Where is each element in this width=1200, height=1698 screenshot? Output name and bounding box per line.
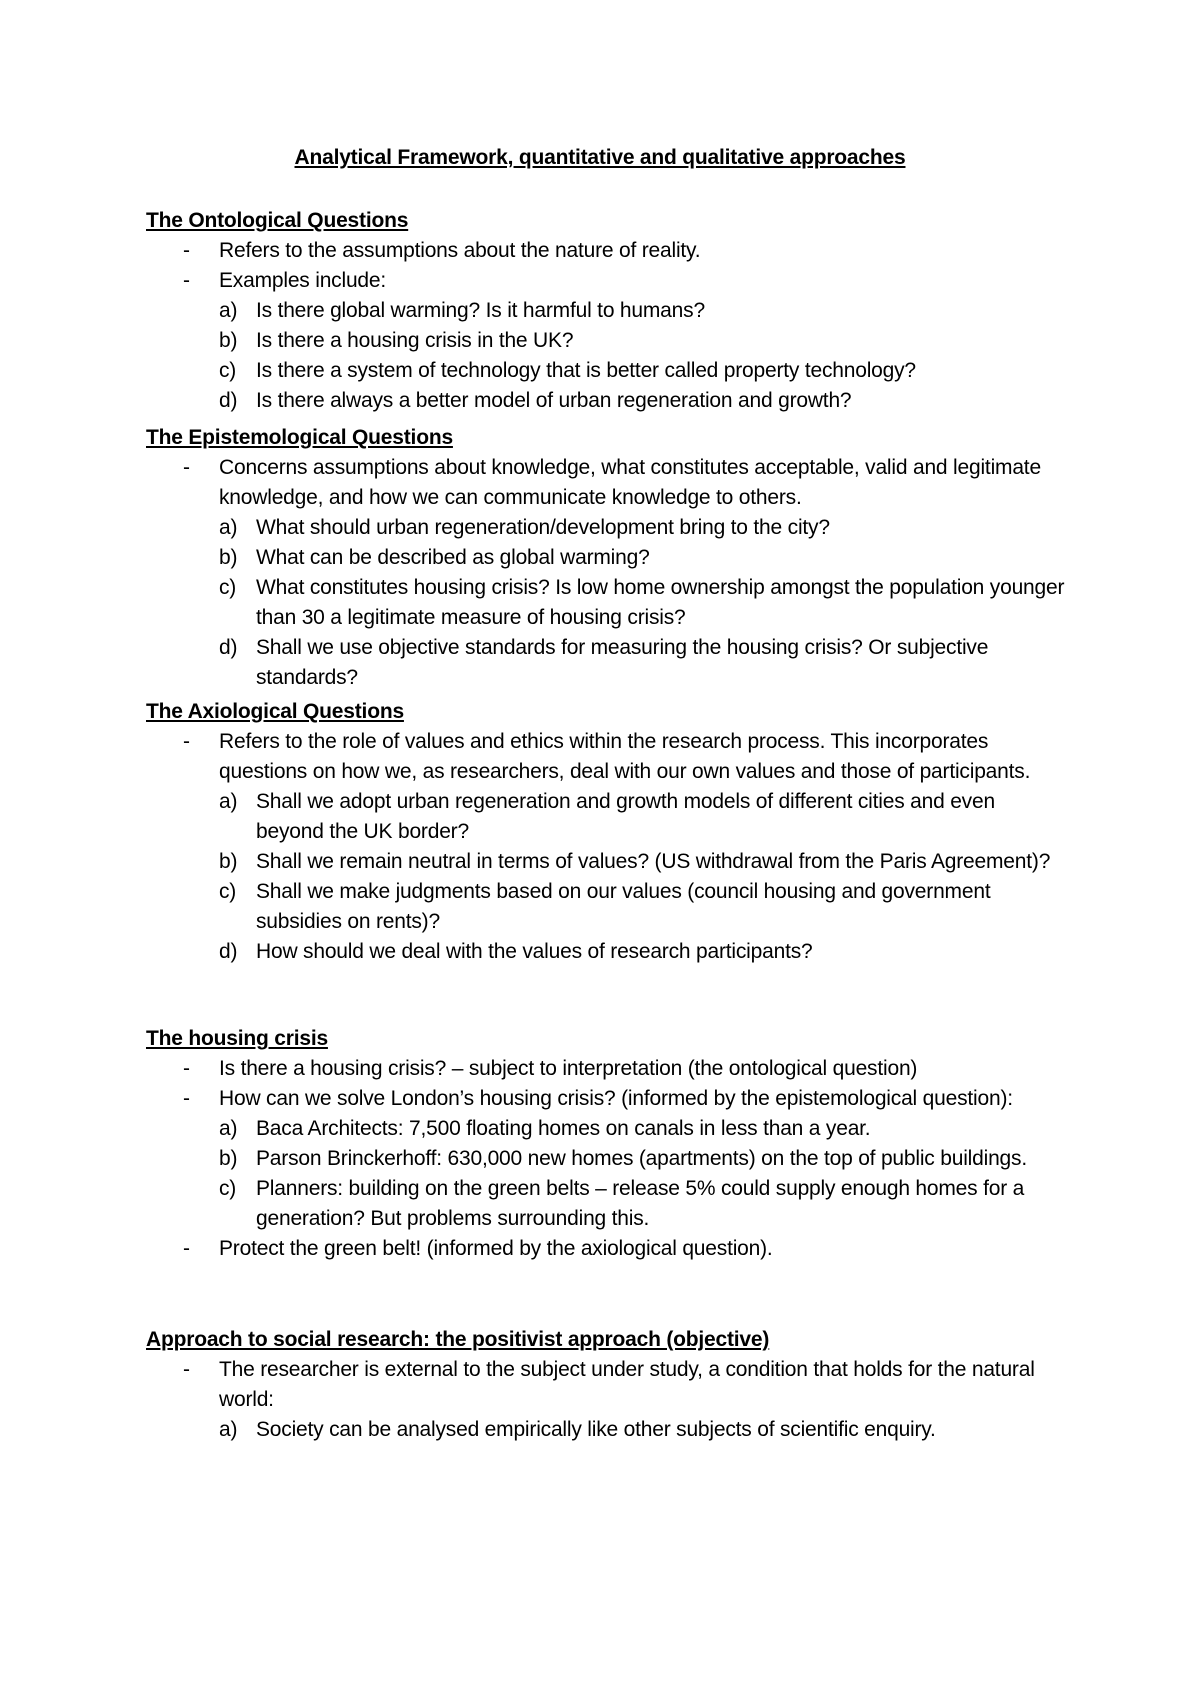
section-housing-crisis	[146, 1024, 1066, 1264]
list-text: Parson Brinckerhoff: 630,000 new homes (apartments) on the top of public buildings.	[256, 1147, 1027, 1170]
list-item	[146, 937, 1066, 967]
list-item	[146, 356, 1066, 386]
list-text: Baca Architects: 7,500 floating homes on canals in less than a year.	[256, 1117, 871, 1140]
list-text: Examples include:	[219, 269, 387, 292]
list-marker: c)	[219, 880, 237, 903]
list-text: What can be described as global warming?	[256, 546, 650, 569]
list-marker: a)	[219, 516, 238, 539]
bullet-point	[146, 266, 1066, 296]
list-item	[146, 1144, 1066, 1174]
list-text: How can we solve London’s housing crisis? (informed by the epistemological question):	[219, 1087, 1013, 1110]
list-item	[146, 1114, 1066, 1144]
list-text: Society can be analysed empirically like other subjects of scientific enquiry.	[256, 1418, 936, 1441]
list-text: Shall we make judgments based on our values (council housing and government subsidies on rents)?	[256, 880, 991, 933]
list-item	[146, 326, 1066, 356]
bullet-dash: -	[183, 269, 190, 292]
list-text: Is there a housing crisis in the UK?	[256, 329, 574, 352]
section-epistemological	[146, 423, 1066, 693]
list-item	[146, 787, 1066, 847]
list-text: Is there always a better model of urban regeneration and growth?	[256, 389, 852, 412]
document-title: Analytical Framework, quantitative and qualitative approaches	[294, 146, 906, 169]
list-text: What constitutes housing crisis? Is low home ownership amongst the population younger than 30 a legitimate measure of housing crisis?	[256, 576, 1065, 629]
list-item	[146, 573, 1066, 633]
section-positivist-approach	[146, 1325, 1066, 1445]
list-marker: b)	[219, 1147, 238, 1170]
list-text: Shall we remain neutral in terms of values? (US withdrawal from the Paris Agreement)?	[256, 850, 1051, 873]
list-marker: b)	[219, 546, 238, 569]
bullet-point	[146, 453, 1066, 513]
list-marker: d)	[219, 389, 238, 412]
list-marker: b)	[219, 850, 238, 873]
list-item	[146, 877, 1066, 937]
list-item	[146, 543, 1066, 573]
bullet-point	[146, 236, 1066, 266]
bullet-point	[146, 727, 1066, 787]
list-marker: a)	[219, 1117, 238, 1140]
bullet-point	[146, 1234, 1066, 1264]
list-item	[146, 513, 1066, 543]
bullet-dash: -	[183, 730, 190, 753]
list-marker: c)	[219, 359, 237, 382]
section-axiological	[146, 697, 1066, 967]
list-item	[146, 847, 1066, 877]
list-text: Planners: building on the green belts – release 5% could supply enough homes for a generation? But problems surrounding this.	[256, 1177, 1025, 1230]
bullet-dash: -	[183, 1057, 190, 1080]
list-text: Refers to the assumptions about the nature of reality.	[219, 239, 701, 262]
list-item	[146, 386, 1066, 416]
section-heading: The Epistemological Questions	[146, 426, 453, 449]
section-ontological	[146, 206, 1066, 416]
section-heading: The Ontological Questions	[146, 209, 409, 232]
list-text: Is there global warming? Is it harmful to humans?	[256, 299, 705, 322]
list-marker: b)	[219, 329, 238, 352]
list-text: Refers to the role of values and ethics within the research process. This incorporates questions on how we, as researchers, deal with our own values and those of participants.	[219, 730, 1031, 783]
list-text: Protect the green belt! (informed by the axiological question).	[219, 1237, 773, 1260]
bullet-dash: -	[183, 456, 190, 479]
bullet-point	[146, 1054, 1066, 1084]
bullet-dash: -	[183, 1358, 190, 1381]
bullet-point	[146, 1355, 1066, 1415]
list-text: Shall we adopt urban regeneration and growth models of different cities and even beyond the UK border?	[256, 790, 995, 843]
list-text: The researcher is external to the subject under study, a condition that holds for the natural world:	[219, 1358, 1035, 1411]
list-marker: c)	[219, 576, 237, 599]
list-marker: a)	[219, 790, 238, 813]
list-text: Concerns assumptions about knowledge, what constitutes acceptable, valid and legitimate knowledge, and how we can communicate knowledge to others.	[219, 456, 1041, 509]
list-text: Is there a system of technology that is better called property technology?	[256, 359, 916, 382]
list-text: Is there a housing crisis? – subject to interpretation (the ontological question)	[219, 1057, 918, 1080]
list-item	[146, 633, 1066, 693]
list-item	[146, 296, 1066, 326]
list-marker: d)	[219, 636, 238, 659]
bullet-dash: -	[183, 1237, 190, 1260]
list-text: How should we deal with the values of research participants?	[256, 940, 813, 963]
list-marker: c)	[219, 1177, 237, 1200]
section-heading: The housing crisis	[146, 1027, 328, 1050]
section-heading: The Axiological Questions	[146, 700, 404, 723]
list-item	[146, 1174, 1066, 1234]
bullet-dash: -	[183, 1087, 190, 1110]
list-text: Shall we use objective standards for measuring the housing crisis? Or subjective standards?	[256, 636, 989, 689]
list-item	[146, 1415, 1066, 1445]
list-marker: a)	[219, 1418, 238, 1441]
bullet-point	[146, 1084, 1066, 1114]
list-marker: d)	[219, 940, 238, 963]
list-marker: a)	[219, 299, 238, 322]
list-text: What should urban regeneration/development bring to the city?	[256, 516, 830, 539]
section-heading: Approach to social research: the positivist approach (objective)	[146, 1328, 770, 1351]
bullet-dash: -	[183, 239, 190, 262]
